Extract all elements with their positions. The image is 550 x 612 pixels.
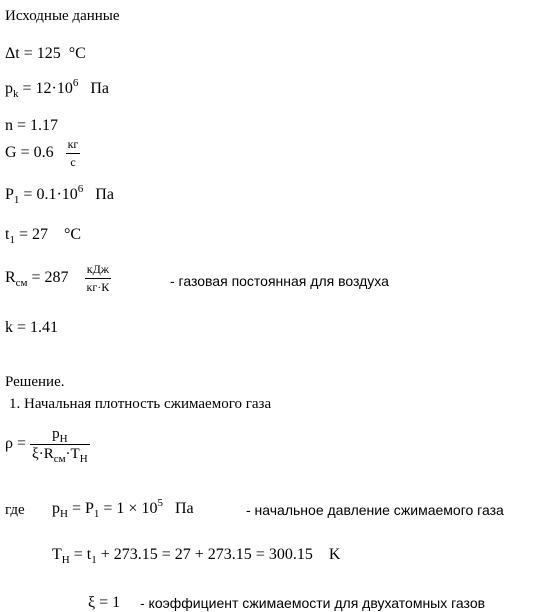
subscript: 1 — [9, 234, 15, 246]
subscript: 1 — [13, 194, 20, 206]
equals: = — [23, 186, 33, 203]
lhs: p — [52, 500, 60, 517]
g-line — [5, 137, 80, 170]
symbol: Δt — [5, 45, 20, 62]
equals: = — [17, 117, 27, 134]
equals: = — [23, 45, 33, 62]
unit-numerator: кг — [67, 137, 79, 151]
lhs: ρ — [5, 435, 13, 453]
t-symbol: t — [86, 546, 92, 563]
value: 300.15 — [268, 546, 313, 563]
equals-2: = — [103, 500, 113, 517]
rcm-line — [5, 262, 111, 295]
xi-comment: - коэффициент сжимаемости для двухатомных газов — [140, 595, 486, 611]
symbol: R — [5, 269, 16, 287]
mantissa: 0.1·10 — [36, 186, 78, 203]
ph-comment: - начальное давление сжимаемого газа — [246, 502, 504, 518]
p1-line — [5, 183, 114, 206]
denominator-subscript-2: Н — [79, 453, 88, 465]
exponent: 5 — [157, 497, 163, 509]
value: 1.41 — [30, 319, 59, 336]
unit: Па — [95, 186, 114, 203]
subscript: см — [15, 277, 28, 290]
k-line — [5, 319, 58, 337]
lhs-subscript: Н — [60, 508, 68, 520]
rho-formula — [5, 426, 90, 463]
unit: K — [328, 546, 341, 563]
lhs: ξ — [88, 594, 96, 611]
equals: = — [20, 144, 30, 162]
equals: = — [17, 319, 27, 336]
t1-line — [5, 226, 81, 244]
denominator — [30, 444, 90, 463]
value: 287 — [44, 269, 69, 287]
mantissa: 12·10 — [35, 80, 73, 97]
symbol: G — [5, 144, 17, 162]
term-2: 27 + 273.15 — [174, 546, 252, 563]
value: 125 — [36, 45, 61, 62]
rho-fraction — [30, 426, 90, 463]
equals-1: = — [71, 500, 81, 517]
delta-t-line — [5, 45, 86, 63]
numerator-symbol: p — [52, 426, 60, 442]
lhs: T — [52, 546, 62, 563]
t-subscript: 1 — [91, 554, 97, 566]
unit-fraction — [66, 137, 81, 170]
value: 1.17 — [30, 117, 59, 134]
lhs-subscript: Н — [61, 554, 70, 566]
p-symbol: P — [84, 500, 94, 517]
subscript: k — [13, 88, 19, 100]
value: 27 — [31, 226, 48, 243]
value: 0.6 — [33, 144, 54, 162]
unit: Па — [174, 500, 194, 517]
p-subscript: 1 — [93, 508, 100, 520]
exponent: 6 — [77, 183, 84, 195]
symbol: n — [5, 117, 13, 134]
th-line — [52, 546, 340, 564]
value: 1 — [112, 594, 121, 611]
equals: = — [16, 435, 27, 453]
exponent: 6 — [72, 77, 79, 89]
where-label: где — [5, 502, 25, 518]
unit-fraction — [85, 262, 112, 295]
equals: = — [18, 226, 28, 243]
denominator-part-b: ·T — [65, 446, 80, 462]
heading: Исходные данные — [5, 8, 120, 24]
xi-line — [88, 594, 120, 612]
pk-line — [5, 77, 110, 100]
symbol: k — [5, 319, 13, 336]
rcm-comment: - газовая постоянная для воздуха — [170, 273, 389, 289]
equals: = — [31, 269, 41, 287]
equals: = — [22, 80, 32, 97]
unit: °C — [68, 45, 86, 62]
equals-2: = — [161, 546, 171, 563]
numerator-subscript: Н — [59, 433, 68, 445]
value: 1 × 10 — [116, 500, 158, 517]
ph-line — [52, 497, 194, 520]
unit: Па — [90, 80, 110, 97]
equals: = — [99, 594, 109, 611]
unit-numerator: кДж — [86, 262, 110, 276]
equals-1: = — [73, 546, 83, 563]
symbol: P — [5, 186, 14, 203]
denominator-part-a: ξ·R — [32, 446, 54, 462]
unit: °C — [63, 226, 82, 243]
numerator — [30, 426, 90, 444]
unit-denominator: с — [66, 153, 81, 170]
equals-3: = — [255, 546, 265, 563]
denominator-subscript-1: см — [53, 453, 66, 465]
term-1: + 273.15 — [100, 546, 158, 563]
n-line — [5, 117, 58, 135]
unit-denominator: кг·К — [86, 280, 110, 294]
solution-heading: Решение. — [5, 374, 65, 390]
step-1-heading: 1. Начальная плотность сжимаемого газа — [9, 396, 272, 412]
symbol: p — [5, 80, 13, 97]
symbol: t — [5, 226, 10, 243]
